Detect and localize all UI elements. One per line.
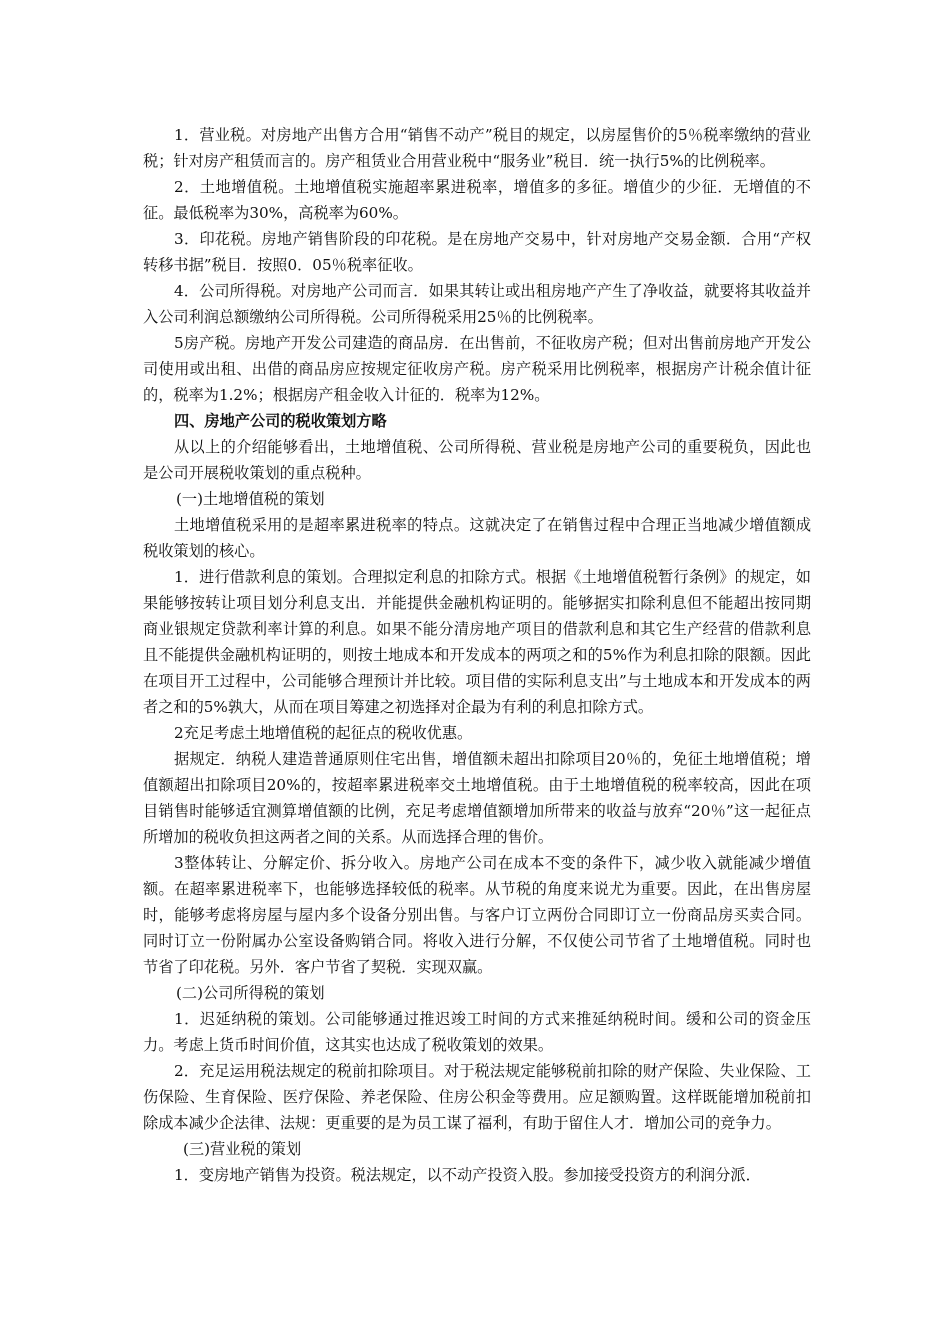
subsection-heading-land-vat: (一)土地增值税的策划 <box>176 490 325 508</box>
paragraph-investment: 1．变房地产销售为投资。税法规定，以不动产投资入股。参加接受投资方的利润分派． <box>174 1166 761 1184</box>
subsection-heading-business-tax: (三)营业税的策划 <box>183 1140 302 1158</box>
paragraph-stamp-tax: 3．印花税。房地产销售阶段的印花税。是在房地产交易中，针对房地产交易金额．合用“产权转移书据”税目．按照0．05％税率征收。 <box>143 230 811 274</box>
paragraph-intro: 从以上的介绍能够看出，土地增值税、公司所得税、营业税是房地产公司的重要税负，因此也是公司开展税收策划的重点税种。 <box>143 438 811 482</box>
paragraph-land-vat-core: 土地增值税采用的是超率累进税率的特点。这就决定了在销售过程中合理正当地减少增值额成税收策划的核心。 <box>143 516 811 560</box>
paragraph-split-income: 3整体转让、分解定价、拆分收入。房地产公司在成本不变的条件下，减少收入就能减少增值额。在超率累进税率下，也能够选择较低的税率。从节税的角度来说尤为重要。因此，在出售房屋时，能够考虑将房屋与屋内多个设备分别出售。与客户订立两份合同即订立一份商品房买卖合同。同时订立一份附属办公室设备购销合同。将收入进行分解，不仅使公司节省了土地增值税。同时也节省了印花税。另外．客户节省了契税．实现双赢。 <box>143 854 811 976</box>
paragraph-land-value-added-tax: 2．土地增值税。土地增值税实施超率累进税率，增值多的多征。增值少的少征．无增值的不征。最低税率为30%，高税率为60%。 <box>143 178 811 222</box>
paragraph-property-tax: 5房产税。房地产开发公司建造的商品房．在出售前，不征收房产税；但对出售前房地产开发公司使用或出租、出借的商品房应按规定征收房产税。房产税采用比例税率，根据房产计税余值计征的，税率为1.2%；根据房产租金收入计征的．税率为12%。 <box>143 334 811 404</box>
paragraph-interest-planning: 1．进行借款利息的策划。合理拟定利息的扣除方式。根据《土地增值税暂行条例》的规定，如果能够按转让项目划分利息支出．并能提供金融机构证明的。能够据实扣除利息但不能超出按同期商业银规定贷款利率计算的利息。如果不能分清房地产项目的借款利息和其它生产经营的借款利息且不能提供金融机构证明的，则按土地成本和开发成本的两项之和的5%作为利息扣除的限额。因此在项目开工过程中，公司能够合理预计并比较。项目借的实际利息支出”与土地成本和开发成本的两者之和的5%孰大，从而在项目筹建之初选择对企最为有利的利息扣除方式。 <box>143 568 811 716</box>
document-body <box>143 122 811 1188</box>
paragraph-deductions: 2．充足运用税法规定的税前扣除项目。对于税法规定能够税前扣除的财产保险、失业保险、工伤保险、生育保险、医疗保险、养老保险、住房公积金等费用。应足额购置。这样既能增加税前扣除成本减少企法律、法规：更重要的是为员工谋了福利，有助于留住人才．增加公司的竞争力。 <box>143 1062 811 1132</box>
paragraph-threshold-detail: 据规定．纳税人建造普通原则住宅出售，增值额未超出扣除项目20％的，免征土地增值税；增值额超出扣除项目20%的，按超率累进税率交土地增值税。由于土地增值税的税率较高，因此在项目销售时能够适宜测算增值额的比例，充足考虑增值额增加所带来的收益与放弃“20％”这一起征点所增加的税收负担这两者之间的关系。从而选择合理的售价。 <box>143 750 811 846</box>
paragraph-corporate-income-tax: 4．公司所得税。对房地产公司而言．如果其转让或出租房地产产生了净收益，就要将其收益并入公司利润总额缴纳公司所得税。公司所得税采用25％的比例税率。 <box>143 282 811 326</box>
section-heading: 四、房地产公司的税收策划方略 <box>174 412 387 430</box>
paragraph-deferral: 1．迟延纳税的策划。公司能够通过推迟竣工时间的方式来推延纳税时间。缓和公司的资金压力。考虑上货币时间价值，这其实也达成了税收策划的效果。 <box>143 1010 811 1054</box>
paragraph-threshold: 2充足考虑土地增值税的起征点的税收优惠。 <box>174 724 473 742</box>
subsection-heading-income-tax: (二)公司所得税的策划 <box>176 984 325 1002</box>
paragraph-business-tax: 1．营业税。对房地产出售方合用“销售不动产”税目的规定，以房屋售价的5％税率缴纳的营业税；针对房产租赁而言的。房产租赁业合用营业税中“服务业”税目．统一执行5%的比例税率。 <box>143 126 811 170</box>
